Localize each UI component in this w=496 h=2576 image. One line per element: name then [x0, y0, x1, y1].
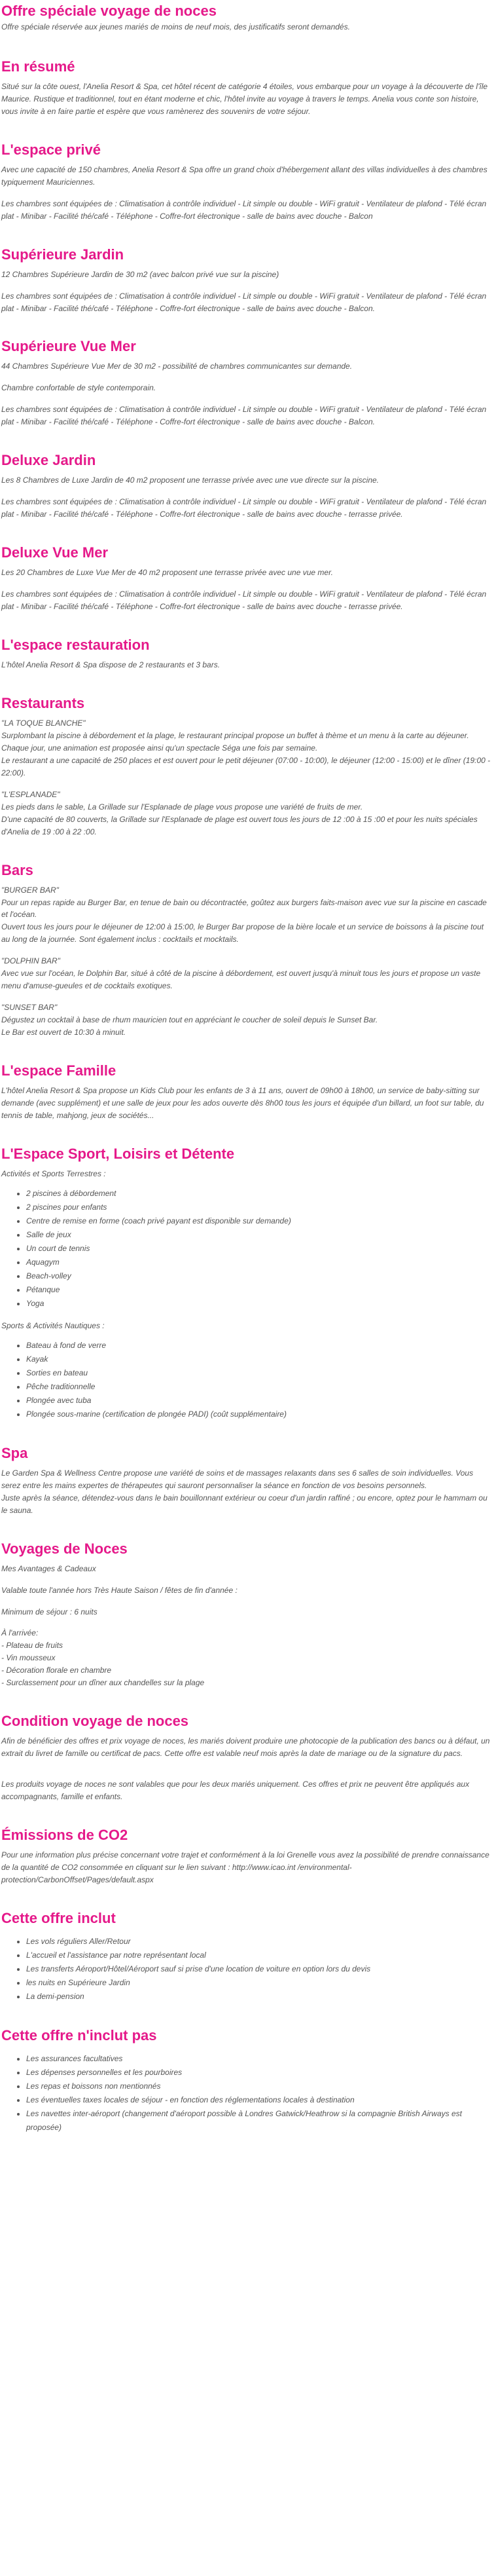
superieure-mer-equip: Les chambres sont équipées de : Climatisation à contrôle individuel - Lit simple ou double - WiFi gratuit - Ventilateur de plafond - Télé écran plat - Minibar - Facilité thé/café - Téléphone - Coffre-fort électronique - salle de bains avec douche - Balcon. [1, 405, 487, 427]
superieure-mer-intro2: Chambre confortable de style contemporain. [1, 383, 156, 393]
bar-desc: Pour un repas rapide au Burger Bar, en tenue de bain ou décontractée, goûtez aux burgers faits-maison avec vue sur la piscine en cascade et l'océan. [1, 897, 487, 920]
list-item: • Les transferts Aéroport/Hôtel/Aéroport sauf si prise d'une location de voiture en option lors du devis [26, 1962, 492, 1976]
list-item: • Les assurances facultatives [26, 2052, 492, 2066]
bar-desc: Ouvert tous les jours pour le déjeuner de 12:00 à 15:00, le Burger Bar propose de la bière locale et un service de boissons à la piscine tout au long de la journée. Sont également inclus : cocktails et mocktails. [1, 922, 484, 944]
bar-sunset [1, 1001, 492, 1039]
superieure-jardin-intro: 12 Chambres Supérieure Jardin de 30 m2 (avec balcon privé vue sur la piscine) [1, 269, 279, 279]
sport-terrestre-label: Activités et Sports Terrestres : [1, 1168, 106, 1178]
list-item: • Un court de tennis [26, 1242, 492, 1256]
inclut-list [1, 1935, 492, 2004]
offre-text: Offre spéciale réservée aux jeunes mariés de moins de neuf mois, des justificatifs seront demandés. [1, 22, 350, 31]
co2-text: Pour une information plus précise concernant votre trajet et conformément à la loi Grenelle vous avez la possibilité de prendre connaissance de la quantité de CO2 consommée en cliquant sur le lien suivant : http://www.icao.int /environmental-protection/CarbonOffset/Pages/default.aspx [1, 1850, 489, 1884]
co2-title: Émissions de CO2 [1, 1827, 128, 1844]
list-item: • Beach-volley [26, 1269, 492, 1283]
list-item: - Vin mousseux [1, 1653, 56, 1663]
resume-title: En résumé [1, 58, 75, 75]
list-item: • Les navettes inter-aéroport (changement d'aéroport possible à Londres Gatwick/Heathrow si la compagnie British Airways est proposée) [26, 2107, 492, 2135]
list-item: • Plongée sous-marine (certification de plongée PADI) (coût supplémentaire) [26, 1408, 492, 1421]
deluxe-mer-title: Deluxe Vue Mer [1, 544, 109, 561]
list-item: • L'accueil et l'assistance par notre représentant local [26, 1949, 492, 1962]
list-item: • les nuits en Supérieure Jardin [26, 1976, 492, 1990]
restaurant-toque-blanche [1, 717, 492, 779]
sport-terrestre-list [1, 1187, 492, 1311]
bar-desc: Avec vue sur l'océan, le Dolphin Bar, situé à côté de la piscine à débordement, est ouvert jusqu'à minuit tous les jours et propose un vaste menu d'amuse-gueules et de cocktails exotiques. [1, 969, 481, 991]
restaurant-desc: D'une capacité de 80 couverts, la Grillade sur l'Esplanade de plage est ouvert tous les jours de 12 :00 à 15 :00 et pour les nuits spéciales d'Anelia de 19 :00 à 22 :00. [1, 814, 478, 836]
deluxe-mer-equip: Les chambres sont équipées de : Climatisation à contrôle individuel - Lit simple ou double - WiFi gratuit - Ventilateur de plafond - Télé écran plat - Minibar - Facilité thé/café - Téléphone - Coffre-fort électronique - salle de bains avec douche - terrasse privée. [1, 589, 487, 612]
deluxe-jardin-intro: Les 8 Chambres de Luxe Jardin de 40 m2 proposent une terrasse privée avec une vue directe sur la piscine. [1, 476, 379, 485]
bar-name: "BURGER BAR" [1, 885, 59, 895]
list-item: - Surclassement pour un dîner aux chandelles sur la plage [1, 1678, 205, 1688]
voyage-arrivee-list [1, 1627, 492, 1689]
bar-desc: Dégustez un cocktail à base de rhum mauricien tout en appréciant le coucher de soleil depuis le Sunset Bar. [1, 1015, 378, 1025]
bars-title: Bars [1, 861, 33, 878]
list-item: - Plateau de fruits [1, 1641, 63, 1651]
voyage-validite: Valable toute l'année hors Très Haute Saison / fêtes de fin d'année : [1, 1585, 238, 1595]
sport-nautique-label: Sports & Activités Nautiques : [1, 1320, 105, 1330]
list-item: • Les éventuelles taxes locales de séjour - en fonction des réglementations locales à destination [26, 2093, 492, 2107]
prive-intro: Avec une capacité de 150 chambres, Anelia Resort & Spa offre un grand choix d'hébergement allant des villas individuelles à des chambres typiquement Mauriciennes. [1, 164, 487, 187]
restaurant-desc: Les pieds dans le sable, La Grillade sur l'Esplanade de plage vous propose une variété de fruits de mer. [1, 802, 363, 812]
superieure-mer-intro: 44 Chambres Supérieure Vue Mer de 30 m2 - possibilité de chambres communicantes sur demande. [1, 362, 353, 371]
deluxe-jardin-equip: Les chambres sont équipées de : Climatisation à contrôle individuel - Lit simple ou double - WiFi gratuit - Ventilateur de plafond - Télé écran plat - Minibar - Facilité thé/café - Téléphone - Coffre-fort électronique - salle de bains avec douche - terrasse privée. [1, 497, 487, 519]
espace-resto-title: L'espace restauration [1, 637, 150, 654]
list-item: • Bateau à fond de verre [26, 1339, 492, 1353]
list-item: • La demi-pension [26, 1990, 492, 2004]
espace-resto-text: L'hôtel Anelia Resort & Spa dispose de 2 restaurants et 3 bars. [1, 660, 221, 670]
list-item: • Sorties en bateau [26, 1366, 492, 1380]
condition-title: Condition voyage de noces [1, 1713, 189, 1730]
bar-burger [1, 884, 492, 946]
spa-paragraph: Juste après la séance, détendez-vous dans le bain bouillonnant extérieur ou coeur d'un jardin raffiné ; ou encore, optez pour le hammam ou le sauna. [1, 1493, 487, 1515]
list-item: • Les vols réguliers Aller/Retour [26, 1935, 492, 1949]
famille-title: L'espace Famille [1, 1062, 116, 1079]
voyage-title: Voyages de Noces [1, 1540, 128, 1557]
spa-paragraph: Le Garden Spa & Wellness Centre propose une variété de soins et de massages relaxants dans ses 6 salles de soin individuelles. Vous serez entre les mains expertes de thérapeutes qui sauront personnaliser la séance en fonction de vos besoins personnels. [1, 1468, 474, 1490]
restaurants-title: Restaurants [1, 694, 85, 711]
voyage-minimum: Minimum de séjour : 6 nuits [1, 1607, 97, 1616]
list-item: • Pétanque [26, 1283, 492, 1297]
list-item: • Les dépenses personnelles et les pourboires [26, 2066, 492, 2080]
superieure-jardin-equip: Les chambres sont équipées de : Climatisation à contrôle individuel - Lit simple ou double - WiFi gratuit - Ventilateur de plafond - Télé écran plat - Minibar - Facilité thé/café - Téléphone - Coffre-fort électronique - salle de bains avec douche - Balcon. [1, 291, 487, 313]
list-item: • 2 piscines pour enfants [26, 1201, 492, 1214]
page [0, 1, 493, 2150]
restaurant-desc: Le restaurant a une capacité de 250 places et est ouvert pour le petit déjeuner (07:00 - 10:00), le déjeuner (12:00 - 15:00) et le dîner (19:00 - 22:00). [1, 755, 491, 777]
superieure-mer-title: Supérieure Vue Mer [1, 338, 136, 355]
sport-title: L'Espace Sport, Loisirs et Détente [1, 1145, 235, 1162]
list-item: • Yoga [26, 1297, 492, 1311]
superieure-jardin-title: Supérieure Jardin [1, 246, 124, 263]
condition-paragraph: Afin de bénéficier des offres et prix voyage de noces, les mariés doivent produire une photocopie de la publication des bancs ou à défaut, un extrait du livret de famille ou certificat de pacs. Cette offre est valable neuf mois après la date de mariage ou de la signature du pacs. [1, 1736, 490, 1759]
deluxe-mer-intro: Les 20 Chambres de Luxe Vue Mer de 40 m2 proposent une terrasse privée avec une vue mer. [1, 568, 333, 578]
restaurant-desc: Surplombant la piscine à débordement et la plage, le restaurant principal propose un buffet à thème et un menu à la carte au déjeuner. Chaque jour, une animation est proposée ainsi qu'un spectacle Séga une fois par semaine. [1, 730, 469, 753]
sport-nautique-list [1, 1339, 492, 1421]
ninclut-title: Cette offre n'inclut pas [1, 2026, 157, 2044]
list-item: • Les repas et boissons non mentionnés [26, 2080, 492, 2093]
prive-title: L'espace privé [1, 141, 101, 158]
list-item: • Aquagym [26, 1256, 492, 1269]
ninclut-list [1, 2052, 492, 2135]
famille-text: L'hôtel Anelia Resort & Spa propose un Kids Club pour les enfants de 3 à 11 ans, ouvert de 09h00 à 18h00, un service de baby-sitting sur demande (avec supplément) et une salle de jeux pour les ados ouverte dès 8h00 tous les jours et équipée d'un billard, un foot sur table, du tennis de table, mahjong, jeux de sociétés... [1, 1086, 484, 1120]
spa-text [1, 1467, 492, 1517]
resume-text: Situé sur la côte ouest, l'Anelia Resort & Spa, cet hôtel récent de catégorie 4 étoiles, vous embarque pour un voyage à la découverte de l'île Maurice. Rustique et traditionnel, tout en étant moderne et chic, l'hôtel invite au voyage à travers le temps. Anelia vous conte son histoire, vous invite à en faire partie et espère que vous ramènerez des souvenirs de votre séjour. [1, 81, 488, 116]
restaurant-name: "L'ESPLANADE" [1, 789, 60, 799]
list-item: • Centre de remise en forme (coach privé payant est disponible sur demande) [26, 1214, 492, 1228]
condition-paragraph: Les produits voyage de noces ne sont valables que pour les deux mariés uniquement. Ces offres et prix ne peuvent être appliqués aux accompagnants, famille et enfants. [1, 1780, 470, 1802]
voyage-avantages: Mes Avantages & Cadeaux [1, 1563, 96, 1573]
offre-title: Offre spéciale voyage de noces [1, 3, 217, 19]
list-item: • Kayak [26, 1353, 492, 1366]
list-item: • Plongée avec tuba [26, 1394, 492, 1408]
bar-dolphin [1, 955, 492, 992]
voyage-arrivee-label: À l'arrivée: [1, 1628, 39, 1638]
inclut-title: Cette offre inclut [1, 1909, 116, 1926]
bar-name: "SUNSET BAR" [1, 1003, 58, 1013]
list-item: • 2 piscines à débordement [26, 1187, 492, 1201]
bar-name: "DOLPHIN BAR" [1, 956, 60, 966]
list-item: • Pêche traditionnelle [26, 1380, 492, 1394]
prive-equip: Les chambres sont équipées de : Climatisation à contrôle individuel - Lit simple ou double - WiFi gratuit - Ventilateur de plafond - Télé écran plat - Minibar - Facilité thé/café - Téléphone - Coffre-fort électronique - salle de bains avec douche - Balcon [1, 198, 487, 221]
list-item: • Salle de jeux [26, 1228, 492, 1242]
restaurant-esplanade [1, 789, 492, 838]
spa-title: Spa [1, 1444, 28, 1461]
restaurant-name: "LA TOQUE BLANCHE" [1, 718, 86, 728]
list-item: - Décoration florale en chambre [1, 1666, 112, 1675]
bar-desc: Le Bar est ouvert de 10:30 à minuit. [1, 1028, 126, 1037]
deluxe-jardin-title: Deluxe Jardin [1, 452, 96, 469]
